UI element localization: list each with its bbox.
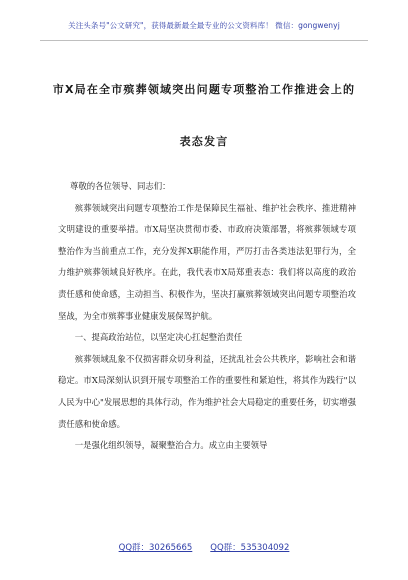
paragraph: 殡葬领域乱象不仅损害群众切身利益，还扰乱社会公共秩序，影响社会和谐稳定。市X局深刻认识到开展专项整治工作的重要性和紧迫性，将其作为践行"以人民为中心"发展思想的具体行动，作为维护社会大局稳定的重要任务，切实增强责任感和使命感。 xyxy=(58,353,356,429)
header-banner: 关注头条号"公文研究"，获得最新最全最专业的公文资料库！ 微信：gongwenyj xyxy=(68,21,340,30)
footer-qq-group-2[interactable]: QQ群：535304092 xyxy=(210,543,290,553)
paragraph: 殡葬领域突出问题专项整治工作是保障民生福祉、维护社会秩序、推进精神文明建设的重要举措。市X局坚决贯彻市委、市政府决策部署，将殡葬领域专项整治作为当前重点工作，充分发挥X职能作用，严厉打击各类违法犯罪行为，全力维护殡葬领域良好秩序。在此，我代表市X局郑重表态：我们将以高度的政治责任感和使命感，主动担当、积极作为，坚决打赢殡葬领域突出问题专项整治攻坚战，为全市殡葬事业健康发展保驾护航。 xyxy=(58,202,356,321)
document-body xyxy=(58,176,356,457)
footer-qq-group-1[interactable]: QQ群：30265665 xyxy=(118,543,193,553)
footer xyxy=(0,541,408,553)
document-title: 市X局在全市殡葬领域突出问题专项整治工作推进会上的表态发言 xyxy=(52,83,356,148)
header-divider xyxy=(40,40,368,41)
paragraph: 一是强化组织领导，凝聚整治合力。成立由主要领导 xyxy=(74,440,268,451)
salutation: 尊敬的各位领导、同志们： xyxy=(70,181,171,191)
section-heading: 一、提高政治站位，以坚定决心扛起整治责任 xyxy=(74,332,243,343)
